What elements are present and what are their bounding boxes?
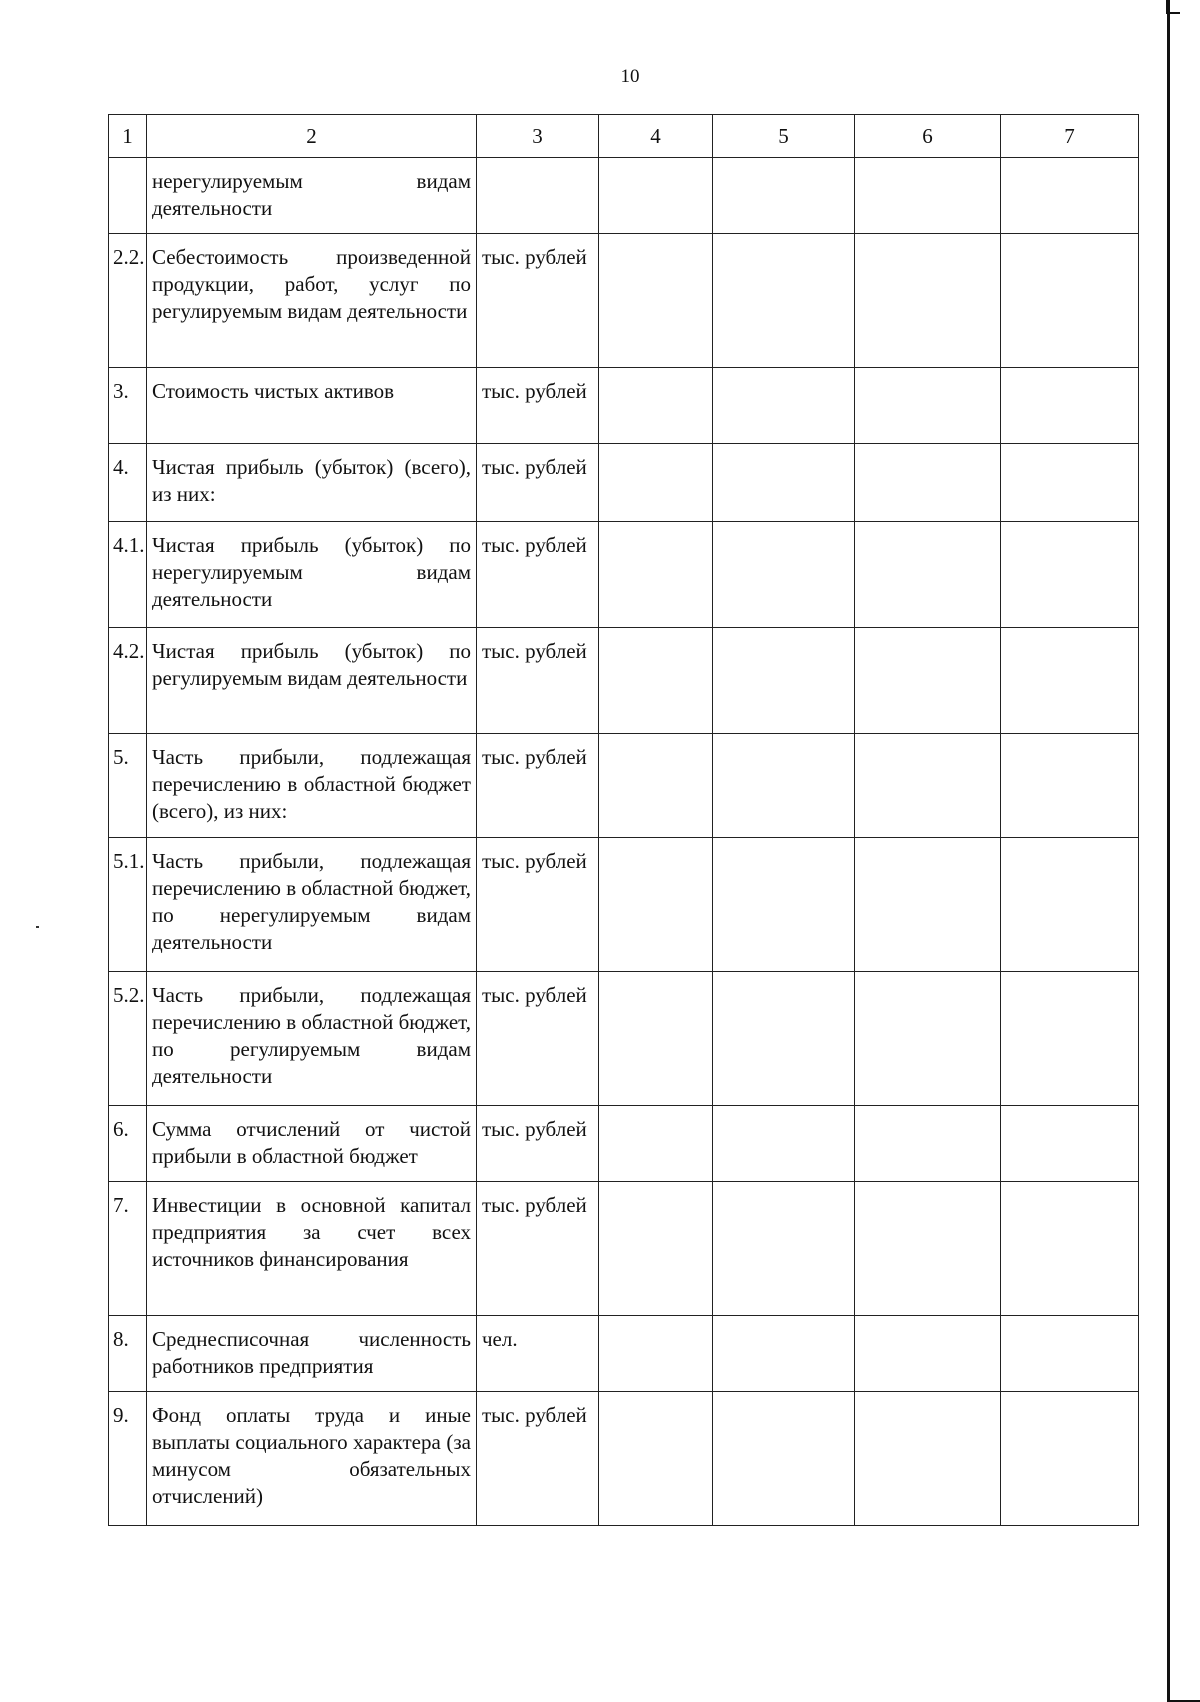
value-cell-col-6 — [855, 734, 1001, 838]
row-number: 4.2. — [109, 628, 147, 734]
value-cell-col-4 — [599, 234, 713, 368]
indicator-name: Чистая прибыль (убыток) по регулируемым видам деятельности — [147, 628, 477, 734]
unit-of-measure: тыс. рублей — [477, 838, 599, 972]
row-number: 6. — [109, 1106, 147, 1182]
value-cell-col-6 — [855, 628, 1001, 734]
indicator-name: Часть прибыли, подлежащая перечислению в областной бюджет (всего), из них: — [147, 734, 477, 838]
value-cell-col-6 — [855, 838, 1001, 972]
value-cell-col-5 — [713, 1106, 855, 1182]
value-cell-col-6 — [855, 1392, 1001, 1526]
value-cell-col-5 — [713, 444, 855, 522]
table-row — [109, 1182, 1139, 1316]
value-cell-col-5 — [713, 158, 855, 234]
value-cell-col-7 — [1001, 368, 1139, 444]
header-cell: 3 — [477, 115, 599, 158]
table-row — [109, 368, 1139, 444]
table-row — [109, 838, 1139, 972]
value-cell-col-7 — [1001, 444, 1139, 522]
indicator-name: Сумма отчислений от чистой прибыли в областной бюджет — [147, 1106, 477, 1182]
row-number: 5.1. — [109, 838, 147, 972]
value-cell-col-6 — [855, 234, 1001, 368]
table-row — [109, 522, 1139, 628]
header-cell: 5 — [713, 115, 855, 158]
header-cell: 1 — [109, 115, 147, 158]
value-cell-col-4 — [599, 972, 713, 1106]
value-cell-col-7 — [1001, 734, 1139, 838]
scan-speck — [36, 926, 39, 928]
value-cell-col-6 — [855, 368, 1001, 444]
indicator-name: Часть прибыли, подлежащая перечислению в областной бюджет, по нерегулируемым видам деятельности — [147, 838, 477, 972]
table-row — [109, 628, 1139, 734]
unit-of-measure: тыс. рублей — [477, 1182, 599, 1316]
value-cell-col-5 — [713, 368, 855, 444]
unit-of-measure: тыс. рублей — [477, 522, 599, 628]
value-cell-col-5 — [713, 1392, 855, 1526]
indicator-name: Фонд оплаты труда и иные выплаты социального характера (за минусом обязательных отчислений) — [147, 1392, 477, 1526]
row-number: 4. — [109, 444, 147, 522]
value-cell-col-4 — [599, 734, 713, 838]
value-cell-col-4 — [599, 628, 713, 734]
indicator-name: Среднесписочная численность работников предприятия — [147, 1316, 477, 1392]
value-cell-col-4 — [599, 522, 713, 628]
value-cell-col-7 — [1001, 1106, 1139, 1182]
row-number: 5.2. — [109, 972, 147, 1106]
table-row — [109, 1106, 1139, 1182]
indicator-name: Часть прибыли, подлежащая перечислению в областной бюджет, по регулируемым видам деятельности — [147, 972, 477, 1106]
value-cell-col-4 — [599, 1182, 713, 1316]
table-row — [109, 1392, 1139, 1526]
value-cell-col-7 — [1001, 522, 1139, 628]
row-number: 8. — [109, 1316, 147, 1392]
indicators-table — [108, 114, 1139, 1526]
value-cell-col-7 — [1001, 1392, 1139, 1526]
unit-of-measure: тыс. рублей — [477, 734, 599, 838]
indicator-name: Инвестиции в основной капитал предприятия за счет всех источников финансирования — [147, 1182, 477, 1316]
unit-of-measure: тыс. рублей — [477, 368, 599, 444]
header-cell: 6 — [855, 115, 1001, 158]
unit-of-measure: тыс. рублей — [477, 1392, 599, 1526]
value-cell-col-7 — [1001, 972, 1139, 1106]
value-cell-col-7 — [1001, 1182, 1139, 1316]
value-cell-col-7 — [1001, 838, 1139, 972]
indicator-name: Стоимость чистых активов — [147, 368, 477, 444]
value-cell-col-5 — [713, 1182, 855, 1316]
row-number — [109, 158, 147, 234]
row-number: 5. — [109, 734, 147, 838]
unit-of-measure: тыс. рублей — [477, 972, 599, 1106]
value-cell-col-4 — [599, 368, 713, 444]
indicator-name: Чистая прибыль (убыток) по нерегулируемым видам деятельности — [147, 522, 477, 628]
value-cell-col-4 — [599, 838, 713, 972]
unit-of-measure: чел. — [477, 1316, 599, 1392]
indicator-name: нерегулируемым видам деятельности — [147, 158, 477, 234]
header-cell: 2 — [147, 115, 477, 158]
table-row — [109, 158, 1139, 234]
table-row — [109, 734, 1139, 838]
row-number: 9. — [109, 1392, 147, 1526]
unit-of-measure: тыс. рублей — [477, 1106, 599, 1182]
value-cell-col-6 — [855, 444, 1001, 522]
value-cell-col-5 — [713, 522, 855, 628]
unit-of-measure: тыс. рублей — [477, 628, 599, 734]
value-cell-col-6 — [855, 1182, 1001, 1316]
value-cell-col-4 — [599, 1106, 713, 1182]
row-number: 7. — [109, 1182, 147, 1316]
value-cell-col-4 — [599, 1392, 713, 1526]
value-cell-col-7 — [1001, 628, 1139, 734]
unit-of-measure: тыс. рублей — [477, 444, 599, 522]
page-corner-mark — [1166, 0, 1180, 14]
value-cell-col-5 — [713, 734, 855, 838]
value-cell-col-4 — [599, 158, 713, 234]
value-cell-col-6 — [855, 1106, 1001, 1182]
value-cell-col-6 — [855, 522, 1001, 628]
unit-of-measure: тыс. рублей — [477, 234, 599, 368]
page-right-border — [1167, 0, 1170, 1702]
value-cell-col-5 — [713, 1316, 855, 1392]
header-cell: 7 — [1001, 115, 1139, 158]
value-cell-col-4 — [599, 1316, 713, 1392]
table-row — [109, 234, 1139, 368]
value-cell-col-7 — [1001, 234, 1139, 368]
page-number: 10 — [620, 66, 640, 87]
value-cell-col-7 — [1001, 1316, 1139, 1392]
table-row — [109, 444, 1139, 522]
table-header-row — [109, 115, 1139, 158]
value-cell-col-5 — [713, 838, 855, 972]
table-row — [109, 972, 1139, 1106]
row-number: 3. — [109, 368, 147, 444]
value-cell-col-6 — [855, 972, 1001, 1106]
indicator-name: Чистая прибыль (убыток) (всего), из них: — [147, 444, 477, 522]
value-cell-col-7 — [1001, 158, 1139, 234]
value-cell-col-5 — [713, 234, 855, 368]
row-number: 4.1. — [109, 522, 147, 628]
header-cell: 4 — [599, 115, 713, 158]
value-cell-col-4 — [599, 444, 713, 522]
value-cell-col-5 — [713, 972, 855, 1106]
unit-of-measure — [477, 158, 599, 234]
value-cell-col-6 — [855, 158, 1001, 234]
row-number: 2.2. — [109, 234, 147, 368]
table-row — [109, 1316, 1139, 1392]
value-cell-col-6 — [855, 1316, 1001, 1392]
indicator-name: Себестоимость произведенной продукции, работ, услуг по регулируемым видам деятельности — [147, 234, 477, 368]
value-cell-col-5 — [713, 628, 855, 734]
